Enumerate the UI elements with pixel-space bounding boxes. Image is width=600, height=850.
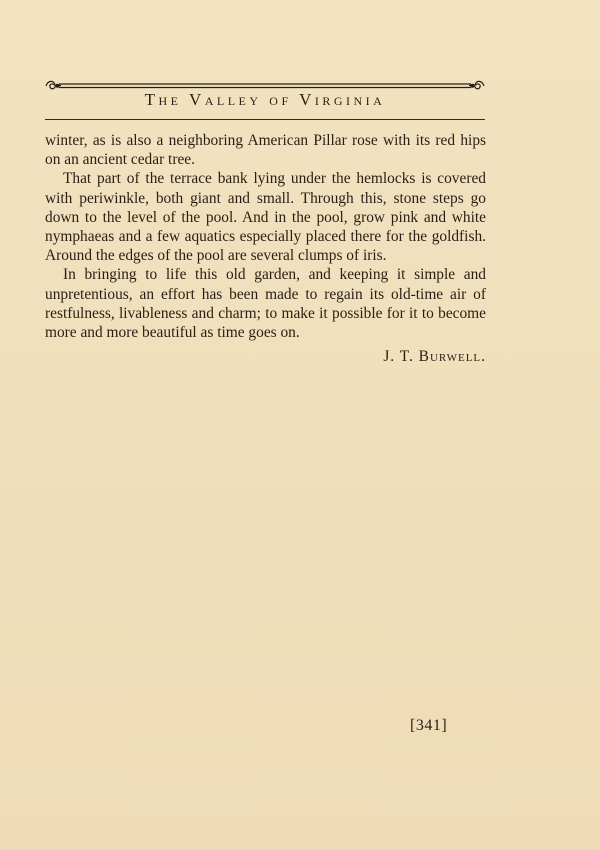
paragraph-1: winter, as is also a neighboring American Pillar rose with its red hips on an ancient cedar tree.	[45, 132, 486, 169]
paragraph-2: That part of the terrace bank lying under the hemlocks is covered with periwinkle, both giant and small. Through this, stone steps go down to the level of the pool. And in the pool, grow pink and white nymphaeas and a few aquatics especially placed there for the goldfish. Around the edges of the pool are several clumps of iris.	[45, 170, 486, 265]
running-head-title: The Valley of Virginia	[144, 90, 386, 109]
header-divider	[45, 119, 485, 120]
page-number: [341]	[410, 717, 448, 734]
author-signature: J. T. Burwell.	[383, 348, 486, 365]
body-text	[45, 131, 486, 342]
paragraph-3: In bringing to life this old garden, and keeping it simple and unpretentious, an effort has been made to regain its old-time air of restfulness, livableness and charm; to make it possible for it to become more and more beautiful as time goes on.	[45, 266, 486, 342]
